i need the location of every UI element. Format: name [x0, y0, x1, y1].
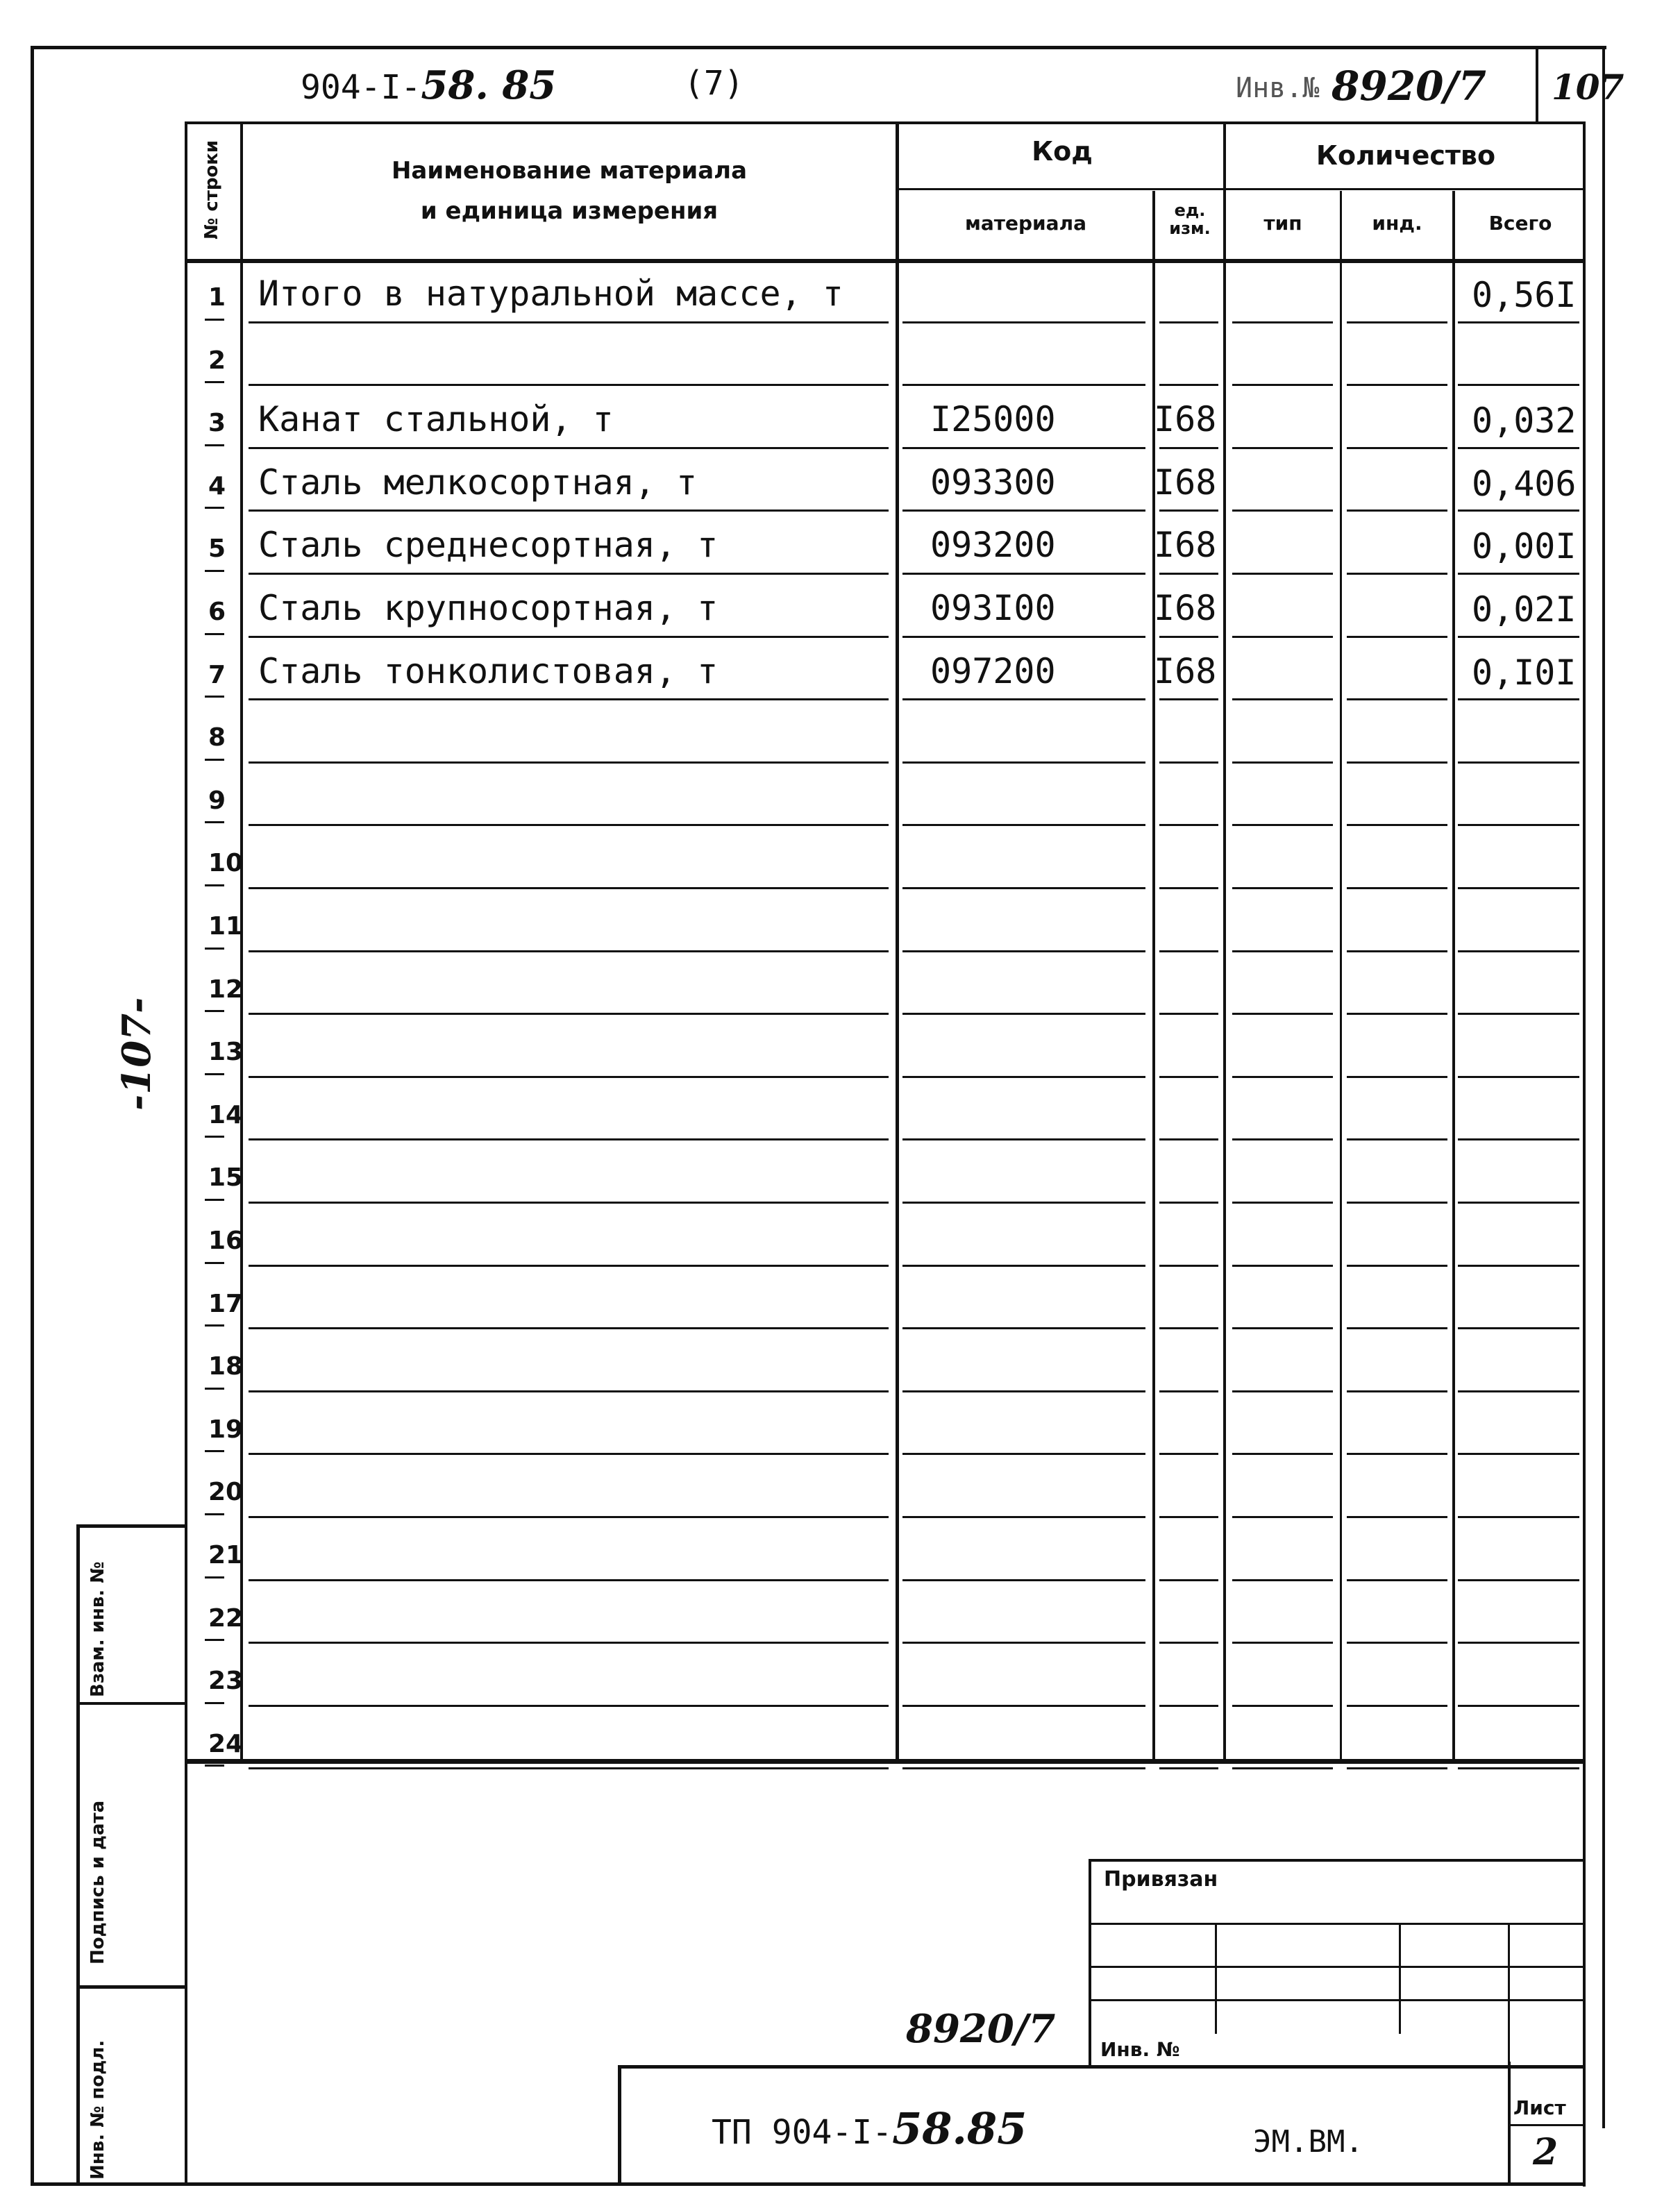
row-underline — [1159, 1327, 1218, 1329]
page-number-divider — [1536, 46, 1538, 124]
row-underline — [1159, 950, 1218, 952]
row-underline — [249, 447, 889, 449]
row-number: 9 — [208, 786, 226, 815]
row-total: 0,56I — [1472, 275, 1577, 315]
row-unit: I68 — [1154, 588, 1217, 628]
inv-number: 8920/7 — [1332, 62, 1486, 110]
row-underline — [1232, 384, 1333, 386]
row-underline — [249, 636, 889, 638]
row-underline — [1458, 1579, 1579, 1581]
row-underline — [902, 950, 1145, 952]
subheader-line — [896, 188, 1586, 190]
sheet-in-set: (7) — [684, 64, 744, 103]
row-underline — [1347, 636, 1447, 638]
row-underline — [1458, 1705, 1579, 1707]
row-underline — [1232, 1453, 1333, 1455]
row-underline — [1232, 1265, 1333, 1267]
stamp-attached-label: Привязан — [1104, 1867, 1218, 1892]
row-underline — [902, 824, 1145, 826]
stamp-main-left — [618, 2065, 621, 2184]
row-number: 20 — [208, 1478, 244, 1507]
col-divider-rowno — [240, 121, 243, 1760]
row-underline — [249, 824, 889, 826]
row-underline — [1232, 1076, 1333, 1078]
row-total: 0,I0I — [1472, 652, 1577, 693]
row-underline — [1232, 1516, 1333, 1518]
row-underline — [902, 1265, 1145, 1267]
row-underline — [1232, 636, 1333, 638]
row-underline — [1159, 1265, 1218, 1267]
row-underline — [1232, 1390, 1333, 1392]
row-number: 19 — [208, 1415, 244, 1444]
inv-label: Инв.№ — [1236, 72, 1320, 104]
row-underline — [1347, 1138, 1447, 1140]
row-underline — [902, 447, 1145, 449]
row-underline — [249, 1579, 889, 1581]
row-number-tick — [205, 633, 224, 635]
row-underline — [1347, 1516, 1447, 1518]
row-number: 4 — [208, 471, 226, 500]
row-number: 22 — [208, 1603, 244, 1633]
stamp-title-prefix: ТП 904-I- — [712, 2113, 893, 2152]
stamp-line-3 — [1089, 1999, 1586, 2001]
row-underline — [249, 1390, 889, 1392]
row-underline — [1347, 384, 1447, 386]
row-number-tick — [205, 570, 224, 572]
row-number-tick — [205, 948, 224, 950]
row-number-tick — [205, 1010, 224, 1012]
row-underline — [249, 321, 889, 323]
row-number: 16 — [208, 1227, 244, 1255]
table-top-line — [185, 121, 1586, 124]
col-name-line2: и единица измерения — [420, 197, 719, 225]
row-underline — [1232, 1705, 1333, 1707]
stamp-title-hand: 58.85 — [892, 2103, 1027, 2154]
row-number-tick — [205, 1262, 224, 1264]
row-underline — [249, 1138, 889, 1140]
row-underline — [902, 1202, 1145, 1204]
row-underline — [1232, 1579, 1333, 1581]
row-underline — [902, 1138, 1145, 1140]
row-number-tick — [205, 1765, 224, 1767]
margin-block-top — [76, 1524, 185, 1528]
row-code: 093I00 — [930, 588, 1056, 628]
row-underline — [1159, 1013, 1218, 1015]
table-header-bottom-line — [185, 259, 1586, 263]
row-code: 097200 — [930, 650, 1056, 691]
row-underline — [1232, 1767, 1333, 1769]
row-underline — [1458, 1076, 1579, 1078]
row-underline — [249, 1013, 889, 1015]
row-underline — [1347, 447, 1447, 449]
row-number: 14 — [208, 1100, 244, 1129]
row-underline — [249, 1265, 889, 1267]
col-name-line1: Наименование материала — [391, 157, 748, 185]
row-underline — [1458, 384, 1579, 386]
col-qty-total: Всего — [1488, 212, 1552, 235]
row-underline — [1232, 824, 1333, 826]
row-number-tick — [205, 1576, 224, 1578]
row-underline — [1232, 950, 1333, 952]
row-number: 7 — [208, 660, 226, 689]
field-sign-date: Подпись и дата — [87, 1800, 108, 1964]
row-number: 23 — [208, 1667, 244, 1696]
row-underline — [1232, 1642, 1333, 1644]
row-number-tick — [205, 444, 224, 446]
row-underline — [902, 1579, 1145, 1581]
row-underline — [249, 573, 889, 575]
row-total: 0,032 — [1472, 401, 1577, 441]
col-code: Код — [1032, 136, 1093, 167]
row-underline — [1159, 824, 1218, 826]
row-underline — [902, 761, 1145, 764]
row-underline — [1458, 1265, 1579, 1267]
row-code: I25000 — [930, 399, 1056, 440]
row-number-tick — [205, 1513, 224, 1515]
row-underline — [1347, 950, 1447, 952]
row-total: 0,406 — [1472, 463, 1577, 504]
row-underline — [1159, 1390, 1218, 1392]
row-underline — [1347, 1705, 1447, 1707]
row-underline — [1159, 1453, 1218, 1455]
row-underline — [1347, 573, 1447, 575]
row-underline — [249, 1453, 889, 1455]
row-number-tick — [205, 1324, 224, 1327]
col-divider-type — [1340, 191, 1342, 1760]
row-number-tick — [205, 1073, 224, 1075]
row-number-tick — [205, 1388, 224, 1390]
row-underline — [1458, 761, 1579, 764]
row-underline — [1458, 1390, 1579, 1392]
row-underline — [1458, 1453, 1579, 1455]
row-name: Сталь тонколистовая, т — [258, 650, 719, 691]
row-underline — [902, 698, 1145, 700]
row-underline — [1347, 1327, 1447, 1329]
row-name: Сталь крупносортная, т — [258, 588, 719, 628]
row-underline — [902, 1327, 1145, 1329]
row-number-tick — [205, 1639, 224, 1641]
col-row-no: № строки — [201, 140, 222, 239]
row-underline — [249, 698, 889, 700]
row-underline — [1159, 698, 1218, 700]
row-underline — [1159, 1767, 1218, 1769]
row-underline — [1159, 573, 1218, 575]
row-number: 1 — [208, 283, 226, 312]
row-name: Сталь мелкосортная, т — [258, 462, 698, 503]
row-underline — [1159, 1076, 1218, 1078]
row-number: 24 — [208, 1729, 244, 1758]
row-underline — [1232, 1013, 1333, 1015]
row-number: 18 — [208, 1352, 244, 1381]
frame-right-inner — [1583, 121, 1586, 2187]
frame-bottom — [31, 2182, 1586, 2186]
row-number: 6 — [208, 598, 226, 626]
row-unit: I68 — [1154, 462, 1217, 503]
row-number: 11 — [208, 912, 244, 941]
row-underline — [1232, 698, 1333, 700]
row-number: 15 — [208, 1163, 244, 1193]
row-underline — [1458, 636, 1579, 638]
row-underline — [1159, 384, 1218, 386]
row-underline — [249, 950, 889, 952]
col-code-material: материала — [965, 212, 1086, 235]
stamp-sheet-sep — [1508, 2124, 1586, 2126]
col-qty-type: тип — [1263, 212, 1302, 235]
table-bottom-line — [185, 1759, 1586, 1764]
stamp-sheet-no: 2 — [1533, 2131, 1559, 2173]
row-number-tick — [205, 821, 224, 823]
row-underline — [1458, 698, 1579, 700]
col-code-unit: ед. изм. — [1169, 201, 1211, 238]
row-underline — [902, 321, 1145, 323]
row-underline — [1159, 636, 1218, 638]
margin-block-left — [76, 1524, 80, 2184]
row-underline — [1347, 887, 1447, 889]
row-number-tick — [205, 507, 224, 509]
row-underline — [1159, 1642, 1218, 1644]
row-underline — [1232, 447, 1333, 449]
row-underline — [249, 1767, 889, 1769]
row-underline — [1159, 1138, 1218, 1140]
row-underline — [1159, 1202, 1218, 1204]
stamp-attached-top — [1089, 1859, 1586, 1862]
field-inv-orig: Инв. № подл. — [87, 2039, 108, 2180]
doc-code-hand: 58. 85 — [421, 62, 557, 108]
row-underline — [1159, 1705, 1218, 1707]
row-underline — [249, 1705, 889, 1707]
row-underline — [1458, 1202, 1579, 1204]
row-underline — [1458, 1013, 1579, 1015]
row-underline — [902, 1390, 1145, 1392]
row-underline — [1458, 573, 1579, 575]
row-number-tick — [205, 1450, 224, 1452]
row-number-tick — [205, 381, 224, 383]
row-underline — [1458, 950, 1579, 952]
row-underline — [1159, 1516, 1218, 1518]
row-code: 093200 — [930, 525, 1056, 566]
row-underline — [1347, 1453, 1447, 1455]
row-underline — [902, 384, 1145, 386]
row-underline — [902, 510, 1145, 512]
row-underline — [1347, 1202, 1447, 1204]
col-divider-unit — [1223, 121, 1226, 1760]
row-number: 12 — [208, 975, 244, 1004]
row-underline — [1159, 510, 1218, 512]
row-underline — [1347, 1390, 1447, 1392]
row-underline — [1458, 321, 1579, 323]
row-underline — [1159, 1579, 1218, 1581]
row-number-tick — [205, 759, 224, 761]
page-mark: -107- — [114, 997, 160, 1111]
row-underline — [1347, 698, 1447, 700]
row-underline — [1347, 510, 1447, 512]
row-underline — [1159, 321, 1218, 323]
row-underline — [902, 1767, 1145, 1769]
row-underline — [1458, 510, 1579, 512]
row-number-tick — [205, 1702, 224, 1704]
row-underline — [1347, 321, 1447, 323]
row-code: 093300 — [930, 462, 1056, 503]
row-number: 5 — [208, 534, 226, 564]
stamp-sheet-label: Лист — [1513, 2096, 1566, 2119]
stamp-sheet-left — [1508, 2062, 1511, 2184]
row-underline — [1159, 887, 1218, 889]
row-underline — [1347, 824, 1447, 826]
row-number-tick — [205, 696, 224, 698]
row-underline — [249, 887, 889, 889]
row-underline — [249, 1327, 889, 1329]
frame-top — [31, 46, 1606, 49]
row-underline — [902, 1013, 1145, 1015]
row-underline — [1347, 1767, 1447, 1769]
row-name: Сталь среднесортная, т — [258, 525, 719, 566]
row-number: 10 — [208, 849, 244, 878]
row-number-tick — [205, 1199, 224, 1201]
row-underline — [1347, 1265, 1447, 1267]
row-underline — [1458, 887, 1579, 889]
row-underline — [249, 510, 889, 512]
stamp-col-1 — [1215, 1923, 1217, 2034]
col-divider-ind — [1452, 191, 1455, 1760]
stamp-inv-no-label: Инв. № — [1100, 2038, 1180, 2061]
stamp-line-2 — [1089, 1966, 1586, 1968]
row-number: 2 — [208, 346, 226, 375]
row-underline — [249, 1202, 889, 1204]
stamp-main-top — [618, 2065, 1586, 2069]
row-underline — [249, 761, 889, 764]
row-underline — [1347, 1076, 1447, 1078]
row-number-tick — [205, 319, 224, 321]
row-underline — [249, 1516, 889, 1518]
row-underline — [1232, 510, 1333, 512]
row-unit: I68 — [1154, 399, 1217, 440]
row-unit: I68 — [1154, 525, 1217, 566]
row-underline — [902, 1516, 1145, 1518]
row-underline — [902, 1642, 1145, 1644]
frame-main-left — [185, 121, 187, 2184]
row-underline — [1232, 573, 1333, 575]
col-divider-name — [896, 121, 899, 1760]
row-underline — [1232, 761, 1333, 764]
col-qty: Количество — [1316, 140, 1496, 171]
stamp-hand-inv: 8920/7 — [906, 2006, 1056, 2052]
row-total: 0,00I — [1472, 526, 1577, 567]
row-underline — [1232, 887, 1333, 889]
margin-sep-2 — [76, 1985, 185, 1989]
row-underline — [1458, 824, 1579, 826]
row-total: 0,02I — [1472, 589, 1577, 630]
row-underline — [249, 1076, 889, 1078]
row-underline — [902, 1705, 1145, 1707]
field-inv-swap: Взам. инв. № — [87, 1561, 108, 1697]
col-qty-ind: инд. — [1372, 212, 1422, 235]
row-underline — [902, 636, 1145, 638]
row-underline — [1458, 1642, 1579, 1644]
frame-right — [1602, 46, 1605, 2128]
row-underline — [1159, 761, 1218, 764]
row-underline — [902, 887, 1145, 889]
row-underline — [1232, 1202, 1333, 1204]
row-underline — [902, 1076, 1145, 1078]
row-underline — [1232, 1138, 1333, 1140]
row-underline — [902, 573, 1145, 575]
stamp-line-1 — [1089, 1923, 1586, 1925]
frame-left — [31, 46, 34, 2185]
row-underline — [1347, 761, 1447, 764]
row-underline — [1458, 1327, 1579, 1329]
row-number: 3 — [208, 409, 226, 438]
stamp-col-2 — [1399, 1923, 1401, 2034]
row-number: 21 — [208, 1541, 244, 1569]
row-unit: I68 — [1154, 650, 1217, 691]
row-underline — [1347, 1642, 1447, 1644]
stamp-mark: ЭМ.ВМ. — [1253, 2124, 1363, 2159]
row-underline — [1458, 1516, 1579, 1518]
row-number: 17 — [208, 1289, 244, 1318]
doc-code — [301, 62, 556, 108]
row-underline — [1159, 447, 1218, 449]
row-number: 8 — [208, 723, 226, 752]
row-underline — [1232, 321, 1333, 323]
row-underline — [902, 1453, 1145, 1455]
doc-code-prefix: 904-I- — [301, 68, 421, 107]
row-underline — [1347, 1013, 1447, 1015]
stamp-attached-left — [1089, 1859, 1091, 2067]
stamp-col-3 — [1508, 1923, 1510, 2062]
row-underline — [1458, 1767, 1579, 1769]
margin-sep-1 — [76, 1702, 185, 1705]
row-underline — [1232, 1327, 1333, 1329]
row-underline — [1347, 1579, 1447, 1581]
stamp-title — [712, 2103, 1027, 2154]
row-underline — [1458, 1138, 1579, 1140]
row-name: Итого в натуральной массе, т — [258, 273, 843, 314]
row-number: 13 — [208, 1038, 244, 1067]
row-underline — [1458, 447, 1579, 449]
row-underline — [249, 384, 889, 386]
row-name: Канат стальной, т — [258, 399, 614, 440]
row-number-tick — [205, 884, 224, 886]
page-number: 107 — [1552, 67, 1624, 108]
row-underline — [249, 1642, 889, 1644]
row-number-tick — [205, 1136, 224, 1138]
